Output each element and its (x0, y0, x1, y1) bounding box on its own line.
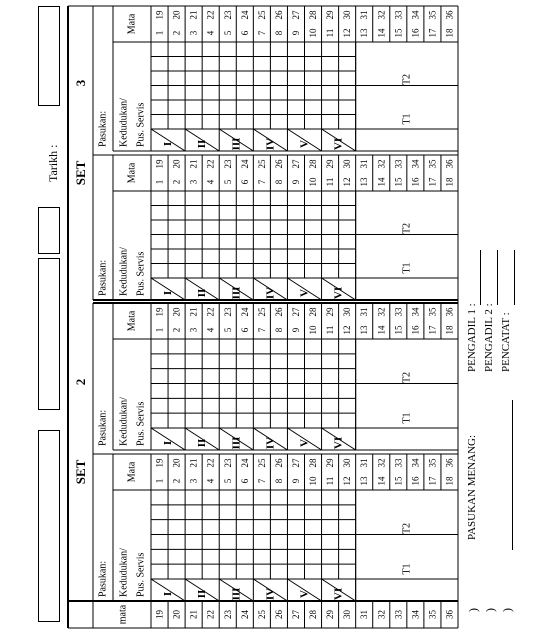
rotation-label: V (298, 140, 311, 148)
rotation-label: I (162, 591, 175, 597)
score-number: 32 (376, 458, 387, 468)
score-number: 33 (393, 159, 404, 169)
score-number: 17 (427, 177, 438, 187)
team-label: Pasukan: (97, 560, 109, 597)
position-header: Kedudukan/ (118, 397, 130, 446)
score-number: 15 (393, 28, 404, 38)
score-number: 24 (239, 10, 250, 20)
score-number: 28 (308, 10, 319, 20)
score-number: 19 (154, 458, 165, 468)
score-number: 31 (359, 458, 370, 468)
score-number: 36 (444, 307, 455, 317)
serve-header: Pus. Servis (135, 251, 147, 296)
timeout-1: T1 (401, 412, 413, 424)
score-number: 29 (325, 159, 336, 169)
score-number: 16 (410, 325, 421, 335)
left-score-number: 19 (154, 610, 165, 619)
team-label: Pasukan: (97, 409, 109, 446)
score-number: 4 (205, 30, 216, 36)
score-number: 36 (444, 458, 455, 468)
score-number: 34 (410, 159, 421, 169)
score-number: 30 (342, 10, 353, 20)
rotation-label: III (230, 137, 243, 151)
score-number: 6 (239, 179, 250, 185)
left-score-number: 23 (222, 610, 233, 619)
score-number: 16 (410, 177, 421, 187)
score-number: 29 (325, 307, 336, 317)
score-number: 30 (342, 307, 353, 317)
position-header: Kedudukan/ (118, 548, 130, 597)
score-number: 13 (359, 28, 370, 38)
score-number: 10 (308, 28, 319, 38)
score-number: 28 (308, 307, 319, 317)
score-number: 2 (171, 179, 182, 185)
score-number: 20 (171, 10, 182, 20)
timeout-2: T2 (401, 522, 413, 535)
timeout-1: T1 (401, 563, 413, 575)
score-number: 28 (308, 159, 319, 169)
set-number: 3 (73, 79, 88, 87)
score-number: 36 (444, 159, 455, 169)
scorer-line[interactable] (514, 250, 515, 305)
score-number: 29 (325, 10, 336, 20)
score-number: 20 (171, 159, 182, 169)
left-score-number: 31 (359, 610, 370, 619)
score-number: 16 (410, 476, 421, 486)
left-score-number: 27 (290, 610, 301, 619)
score-number: 8 (273, 30, 284, 36)
left-score-number: 32 (376, 610, 387, 619)
score-number: 34 (410, 458, 421, 468)
score-number: 34 (410, 10, 421, 20)
score-number: 35 (427, 159, 438, 169)
score-number: 21 (188, 458, 199, 468)
score-number: 12 (342, 28, 353, 38)
score-number: 17 (427, 476, 438, 486)
serve-header: Pus. Servis (135, 552, 147, 597)
left-score-number: 26 (273, 610, 284, 619)
score-number: 26 (273, 159, 284, 169)
score-number: 27 (290, 159, 301, 169)
mata-header: Mata (126, 13, 138, 35)
score-number: 9 (290, 478, 301, 484)
score-number: 10 (308, 177, 319, 187)
score-number: 32 (376, 159, 387, 169)
set-label: SET (73, 160, 88, 186)
score-number: 23 (222, 159, 233, 169)
score-number: 36 (444, 10, 455, 20)
score-number: 9 (290, 30, 301, 36)
timeout-2: T2 (401, 371, 413, 384)
timeout-2: T2 (401, 222, 413, 235)
score-number: 14 (376, 177, 387, 187)
referee-2-label: PENGADIL 2 : (483, 303, 495, 372)
score-number: 7 (256, 327, 267, 333)
paren-3: ) (500, 608, 514, 612)
score-number: 2 (171, 30, 182, 36)
winning-team-line[interactable] (512, 400, 513, 550)
score-number: 27 (290, 458, 301, 468)
score-number: 28 (308, 458, 319, 468)
left-score-number: 35 (427, 610, 438, 619)
referee-1-line[interactable] (480, 250, 481, 305)
score-number: 22 (205, 159, 216, 169)
score-number: 3 (188, 478, 199, 484)
rotation-diagonal (151, 278, 185, 300)
score-number: 26 (273, 458, 284, 468)
score-number: 26 (273, 307, 284, 317)
left-score-number: 34 (410, 610, 421, 619)
score-number: 31 (359, 159, 370, 169)
score-number: 15 (393, 476, 404, 486)
rotation-diagonal (151, 428, 185, 450)
score-number: 18 (444, 476, 455, 486)
score-number: 32 (376, 307, 387, 317)
score-number: 11 (325, 476, 336, 486)
score-number: 24 (239, 159, 250, 169)
score-number: 35 (427, 307, 438, 317)
score-number: 13 (359, 476, 370, 486)
score-number: 33 (393, 10, 404, 20)
score-number: 1 (154, 478, 165, 484)
score-number: 10 (308, 325, 319, 335)
rotation-diagonal (151, 129, 185, 151)
score-number: 21 (188, 307, 199, 317)
score-number: 15 (393, 177, 404, 187)
left-score-number: 36 (444, 610, 455, 619)
score-number: 30 (342, 159, 353, 169)
score-number: 30 (342, 458, 353, 468)
rotation-label: I (162, 290, 175, 296)
rotation-label: VI (332, 587, 345, 601)
referee-1-label: PENGADIL 1 : (466, 303, 478, 372)
left-score-number: 30 (342, 610, 353, 619)
rotation-label: II (196, 438, 209, 448)
score-number: 21 (188, 159, 199, 169)
left-score-number: 28 (308, 610, 319, 619)
score-number: 2 (171, 478, 182, 484)
score-number: 20 (171, 307, 182, 317)
score-number: 5 (222, 30, 233, 36)
mata-header: Mata (126, 310, 138, 332)
score-number: 11 (325, 325, 336, 335)
score-number: 1 (154, 179, 165, 185)
score-number: 35 (427, 10, 438, 20)
timeout-2: T2 (401, 73, 413, 86)
score-number: 24 (239, 307, 250, 317)
score-number: 17 (427, 325, 438, 335)
score-number: 19 (154, 307, 165, 317)
rotation-label: VI (332, 137, 345, 151)
rotation-label: IV (264, 587, 277, 601)
score-number: 25 (256, 159, 267, 169)
scorer-label: PENCATAT : (500, 312, 512, 372)
score-number: 27 (290, 307, 301, 317)
rotation-label: IV (264, 137, 277, 151)
score-number: 5 (222, 327, 233, 333)
score-number: 31 (359, 10, 370, 20)
position-header: Kedudukan/ (118, 98, 130, 147)
paren-1: ) (466, 608, 480, 612)
score-number: 33 (393, 458, 404, 468)
score-number: 5 (222, 179, 233, 185)
score-number: 11 (325, 177, 336, 187)
score-number: 26 (273, 10, 284, 20)
score-number: 18 (444, 177, 455, 187)
left-score-number: 29 (325, 610, 336, 619)
score-number: 25 (256, 458, 267, 468)
score-number: 15 (393, 325, 404, 335)
score-number: 22 (205, 307, 216, 317)
rotation-label: IV (264, 436, 277, 450)
score-number: 32 (376, 10, 387, 20)
score-number: 1 (154, 30, 165, 36)
score-number: 7 (256, 179, 267, 185)
score-number: 12 (342, 325, 353, 335)
score-number: 5 (222, 478, 233, 484)
score-number: 22 (205, 10, 216, 20)
score-number: 9 (290, 327, 301, 333)
rotation-label: II (196, 589, 209, 599)
score-number: 24 (239, 458, 250, 468)
score-number: 18 (444, 325, 455, 335)
score-number: 25 (256, 307, 267, 317)
score-number: 10 (308, 476, 319, 486)
score-number: 7 (256, 478, 267, 484)
rotation-label: III (230, 436, 243, 450)
score-number: 4 (205, 327, 216, 333)
score-number: 3 (188, 179, 199, 185)
team-label: Pasukan: (97, 110, 109, 147)
rotation-label: I (162, 440, 175, 446)
score-number: 3 (188, 327, 199, 333)
score-number: 16 (410, 28, 421, 38)
score-number: 19 (154, 159, 165, 169)
team-label: Pasukan: (97, 259, 109, 296)
score-number: 11 (325, 28, 336, 38)
score-number: 20 (171, 458, 182, 468)
rotation-diagonal (151, 579, 185, 601)
rotation-label: IV (264, 286, 277, 300)
left-score-number: 33 (393, 610, 404, 619)
left-score-number: 21 (188, 610, 199, 619)
rotation-label: I (162, 141, 175, 147)
mata-header: Mata (126, 162, 138, 184)
set-label: SET (73, 459, 88, 485)
left-mata-header: mata (117, 604, 129, 625)
serve-header: Pus. Servis (135, 401, 147, 446)
score-number: 17 (427, 28, 438, 38)
score-number: 35 (427, 458, 438, 468)
rotation-label: V (298, 289, 311, 297)
score-number: 6 (239, 327, 250, 333)
score-number: 6 (239, 30, 250, 36)
left-score-number: 20 (171, 610, 182, 619)
rotation-label: VI (332, 436, 345, 450)
left-score-number: 24 (239, 610, 250, 619)
score-number: 34 (410, 307, 421, 317)
score-number: 1 (154, 327, 165, 333)
rotation-label: III (230, 286, 243, 300)
serve-header: Pus. Servis (135, 102, 147, 147)
score-number: 25 (256, 10, 267, 20)
score-number: 9 (290, 179, 301, 185)
score-number: 4 (205, 478, 216, 484)
timeout-1: T1 (401, 262, 413, 274)
referee-2-line[interactable] (497, 250, 498, 305)
rotation-label: II (196, 139, 209, 149)
score-number: 33 (393, 307, 404, 317)
score-number: 2 (171, 327, 182, 333)
timeout-1: T1 (401, 113, 413, 125)
score-number: 23 (222, 10, 233, 20)
score-number: 29 (325, 458, 336, 468)
set-number: 2 (73, 378, 88, 386)
score-number: 19 (154, 10, 165, 20)
score-number: 13 (359, 325, 370, 335)
rotation-label: II (196, 288, 209, 298)
left-score-number: 25 (256, 610, 267, 619)
rotation-label: V (298, 439, 311, 447)
paren-2: ) (483, 608, 497, 612)
score-number: 8 (273, 327, 284, 333)
left-score-number: 22 (205, 610, 216, 619)
rotation-label: III (230, 587, 243, 601)
score-number: 21 (188, 10, 199, 20)
score-number: 7 (256, 30, 267, 36)
rotation-label: VI (332, 286, 345, 300)
score-number: 27 (290, 10, 301, 20)
score-number: 14 (376, 325, 387, 335)
score-number: 4 (205, 179, 216, 185)
score-number: 6 (239, 478, 250, 484)
score-number: 8 (273, 179, 284, 185)
score-number: 23 (222, 458, 233, 468)
winning-team-label: PASUKAN MENANG: (466, 434, 478, 540)
score-number: 18 (444, 28, 455, 38)
mata-header: Mata (126, 461, 138, 483)
position-header: Kedudukan/ (118, 247, 130, 296)
score-number: 14 (376, 476, 387, 486)
rotation-label: V (298, 590, 311, 598)
score-number: 22 (205, 458, 216, 468)
score-number: 23 (222, 307, 233, 317)
score-number: 12 (342, 177, 353, 187)
score-number: 3 (188, 30, 199, 36)
score-number: 12 (342, 476, 353, 486)
score-number: 14 (376, 28, 387, 38)
score-number: 8 (273, 478, 284, 484)
score-number: 13 (359, 177, 370, 187)
score-number: 31 (359, 307, 370, 317)
date-label: Tarikh : (46, 144, 60, 182)
